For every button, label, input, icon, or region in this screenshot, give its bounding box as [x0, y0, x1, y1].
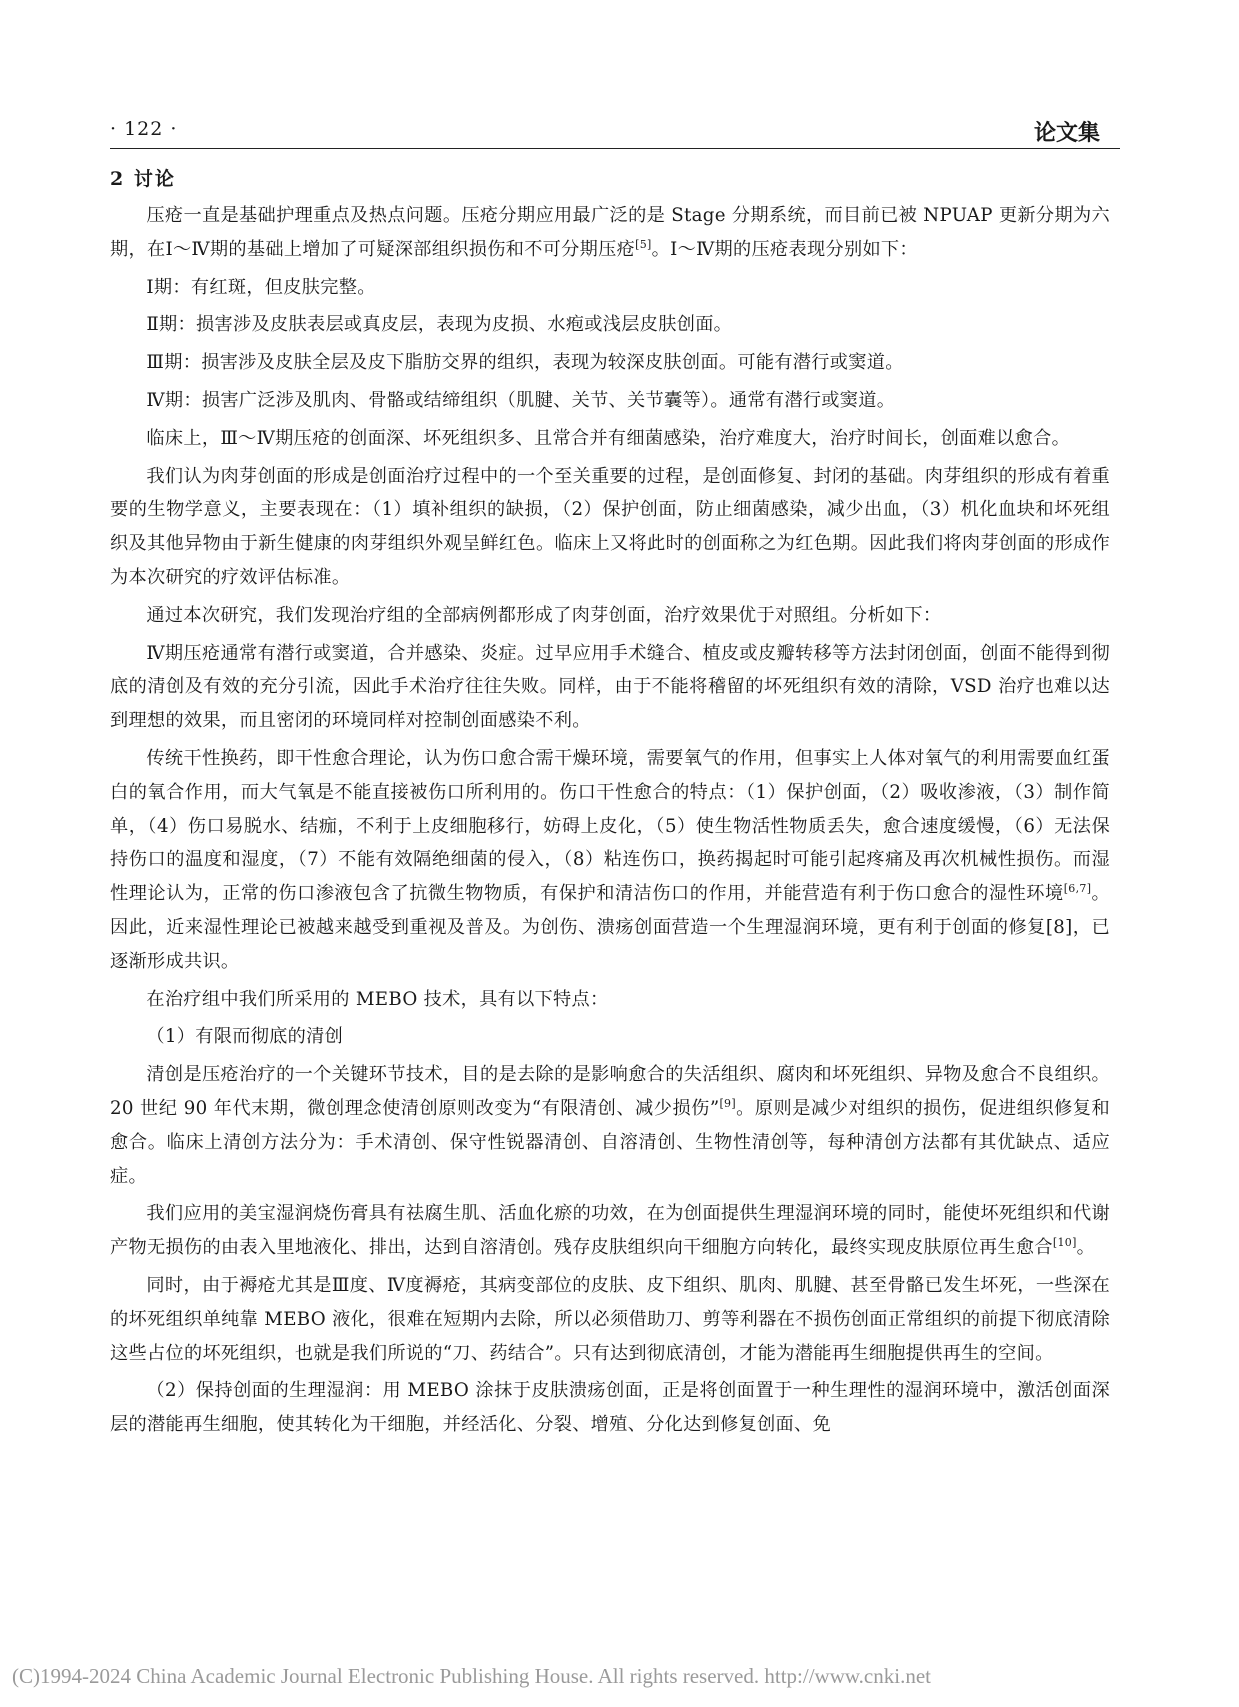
paragraph-text: 临床上，Ⅲ～Ⅳ期压疮的创面深、坏死组织多、且常合并有细菌感染，治疗难度大，治疗时间长，创面难以愈合。: [146, 427, 1071, 449]
paragraph: [110, 199, 1110, 267]
paragraph: [110, 422, 1110, 456]
paragraph-tail: 。因此，近来湿性理论已被越来越受到重视及普及。为创伤、溃疡创面营造一个生理湿润环境，更有利于创面的修复[8]，已逐渐形成共识。: [110, 883, 1110, 972]
paragraph-text: 在治疗组中我们所采用的 MEBO 技术，具有以下特点：: [146, 988, 609, 1010]
paragraph: [110, 271, 1110, 305]
paragraph-text: 我们认为肉芽创面的形成是创面治疗过程中的一个至关重要的过程，是创面修复、封闭的基础。肉芽组织的形成有着重要的生物学意义，主要表现在：（1）填补组织的缺损，（2）保护创面，防止细菌感染，减少出血，（3）机化血块和坏死组织及其他异物由于新生健康的肉芽组织外观呈鲜红色。临床上又将此时的创面称之为红色期。因此我们将肉芽创面的形成作为本次研究的疗效评估标准。: [110, 465, 1110, 588]
citation-ref: [9]: [719, 1096, 736, 1110]
paragraph-list: [110, 199, 1110, 1442]
paragraph-text: （2）保持创面的生理湿润：用 MEBO 涂抹于皮肤溃疡创面，正是将创面置于一种生理性的湿润环境中，激活创面深层的潜能再生细胞，使其转化为干细胞，并经活化、分裂、增殖、分化达到修复创面、免: [110, 1380, 1110, 1436]
paragraph: [110, 346, 1110, 380]
paragraph: [110, 637, 1110, 738]
paragraph-text: Ⅱ期：损害涉及皮肤表层或真皮层，表现为皮损、水疱或浅层皮肤创面。: [146, 314, 733, 336]
citation-ref: [6,7]: [1063, 882, 1092, 896]
paragraph-text: 我们应用的美宝湿润烧伤膏具有祛腐生肌、活血化瘀的功效，在为创面提供生理湿润环境的同时，能使坏死组织和代谢产物无损伤的由表入里地液化、排出，达到自溶清创。残存皮肤组织向干细胞方向转化，最终实现皮肤原位再生愈合: [110, 1203, 1110, 1259]
journal-name: 论文集: [1033, 120, 1100, 146]
paragraph: [110, 1020, 1110, 1054]
paragraph: [110, 1269, 1110, 1370]
citation-ref: [5]: [635, 237, 652, 251]
paragraph: [110, 599, 1110, 633]
paragraph-tail: 。Ⅰ～Ⅳ期的压疮表现分别如下：: [651, 238, 918, 260]
paragraph-text: 清创是压疮治疗的一个关键环节技术，目的是去除的是影响愈合的失活组织、腐肉和坏死组织、异物及愈合不良组织。20 世纪 90 年代末期，微创理念使清创原则改变为“有限清创、减少损伤”: [110, 1064, 1110, 1119]
section-heading: 2 讨论: [110, 168, 176, 190]
paragraph-text: 传统干性换药，即干性愈合理论，认为伤口愈合需干燥环境，需要氧气的作用，但事实上人体对氧气的利用需要血红蛋白的氧合作用，而大气氧是不能直接被伤口所利用的。伤口干性愈合的特点：（1）保护创面，（2）吸收渗液，（3）制作简单，（4）伤口易脱水、结痂，不利于上皮细胞移行，妨碍上皮化，（5）使生物活性物质丢失，愈合速度缓慢，（6）无法保持伤口的温度和湿度，（7）不能有效隔绝细菌的侵入，（8）粘连伤口，换药揭起时可能引起疼痛及再次机械性损伤。而湿性理论认为，正常的伤口渗液包含了抗微生物物质，有保护和清洁伤口的作用，并能营造有利于伤口愈合的湿性环境: [110, 747, 1110, 905]
page-number: · 122 ·: [110, 118, 178, 140]
paragraph: [110, 1374, 1110, 1442]
paragraph-text: Ⅰ期：有红斑，但皮肤完整。: [146, 276, 376, 298]
paragraph: [110, 983, 1110, 1017]
paragraph-text: 通过本次研究，我们发现治疗组的全部病例都形成了肉芽创面，治疗效果优于对照组。分析如下：: [146, 604, 942, 626]
paragraph: [110, 384, 1110, 418]
paragraph-text: Ⅳ期：损害广泛涉及肌肉、骨骼或结缔组织（肌腱、关节、关节囊等）。通常有潜行或窦道。: [146, 389, 896, 411]
citation-ref: [10]: [1052, 1236, 1077, 1250]
paragraph-tail: 。原则是减少对组织的损伤，促进组织修复和愈合。临床上清创方法分为：手术清创、保守性锐器清创、自溶清创、生物性清创等，每种清创方法都有其优缺点、适应症。: [110, 1097, 1110, 1187]
article-body: [110, 165, 1110, 1446]
paragraph: [110, 308, 1110, 342]
paragraph-text: Ⅳ期压疮通常有潜行或窦道，合并感染、炎症。过早应用手术缝合、植皮或皮瓣转移等方法封闭创面，创面不能得到彻底的清创及有效的充分引流，因此手术治疗往往失败。同样，由于不能将稽留的坏死组织有效的清除，VSD 治疗也难以达到理想的效果，而且密闭的环境同样对控制创面感染不利。: [110, 642, 1110, 732]
paragraph-tail: 。: [1076, 1237, 1096, 1259]
paragraph-text: （1）有限而彻底的清创: [146, 1026, 344, 1048]
paragraph: [110, 1058, 1110, 1193]
paragraph-text: 同时，由于褥疮尤其是Ⅲ度、Ⅳ度褥疮，其病变部位的皮肤、皮下组织、肌肉、肌腱、甚至骨骼已发生坏死，一些深在的坏死组织单纯靠 MEBO 液化，很难在短期内去除，所以必须借助刀、剪等利器在不损伤创面正常组织的前提下彻底清除这些占位的坏死组织，也就是我们所说的“刀、药结合”。只有达到彻底清创，才能为潜能再生细胞提供再生的空间。: [110, 1274, 1110, 1364]
paragraph: [110, 1197, 1110, 1265]
paragraph-text: Ⅲ期：损害涉及皮肤全层及皮下脂肪交界的组织，表现为较深皮肤创面。可能有潜行或窦道。: [146, 352, 904, 374]
header-rule: [110, 148, 1120, 149]
paragraph: [110, 742, 1110, 979]
paragraph: [110, 460, 1110, 595]
page-header: [110, 118, 1120, 152]
paragraph-text: 压疮一直是基础护理重点及热点问题。压疮分期应用最广泛的是 Stage 分期系统，而目前已被 NPUAP 更新分期为六期，在Ⅰ～Ⅳ期的基础上增加了可疑深部组织损伤和不可分期压疮: [110, 205, 1110, 260]
copyright-footer: (C)1994-2024 China Academic Journal Electronic Publishing House. All rights reserved. http://www.cnki.net: [12, 1664, 931, 1688]
